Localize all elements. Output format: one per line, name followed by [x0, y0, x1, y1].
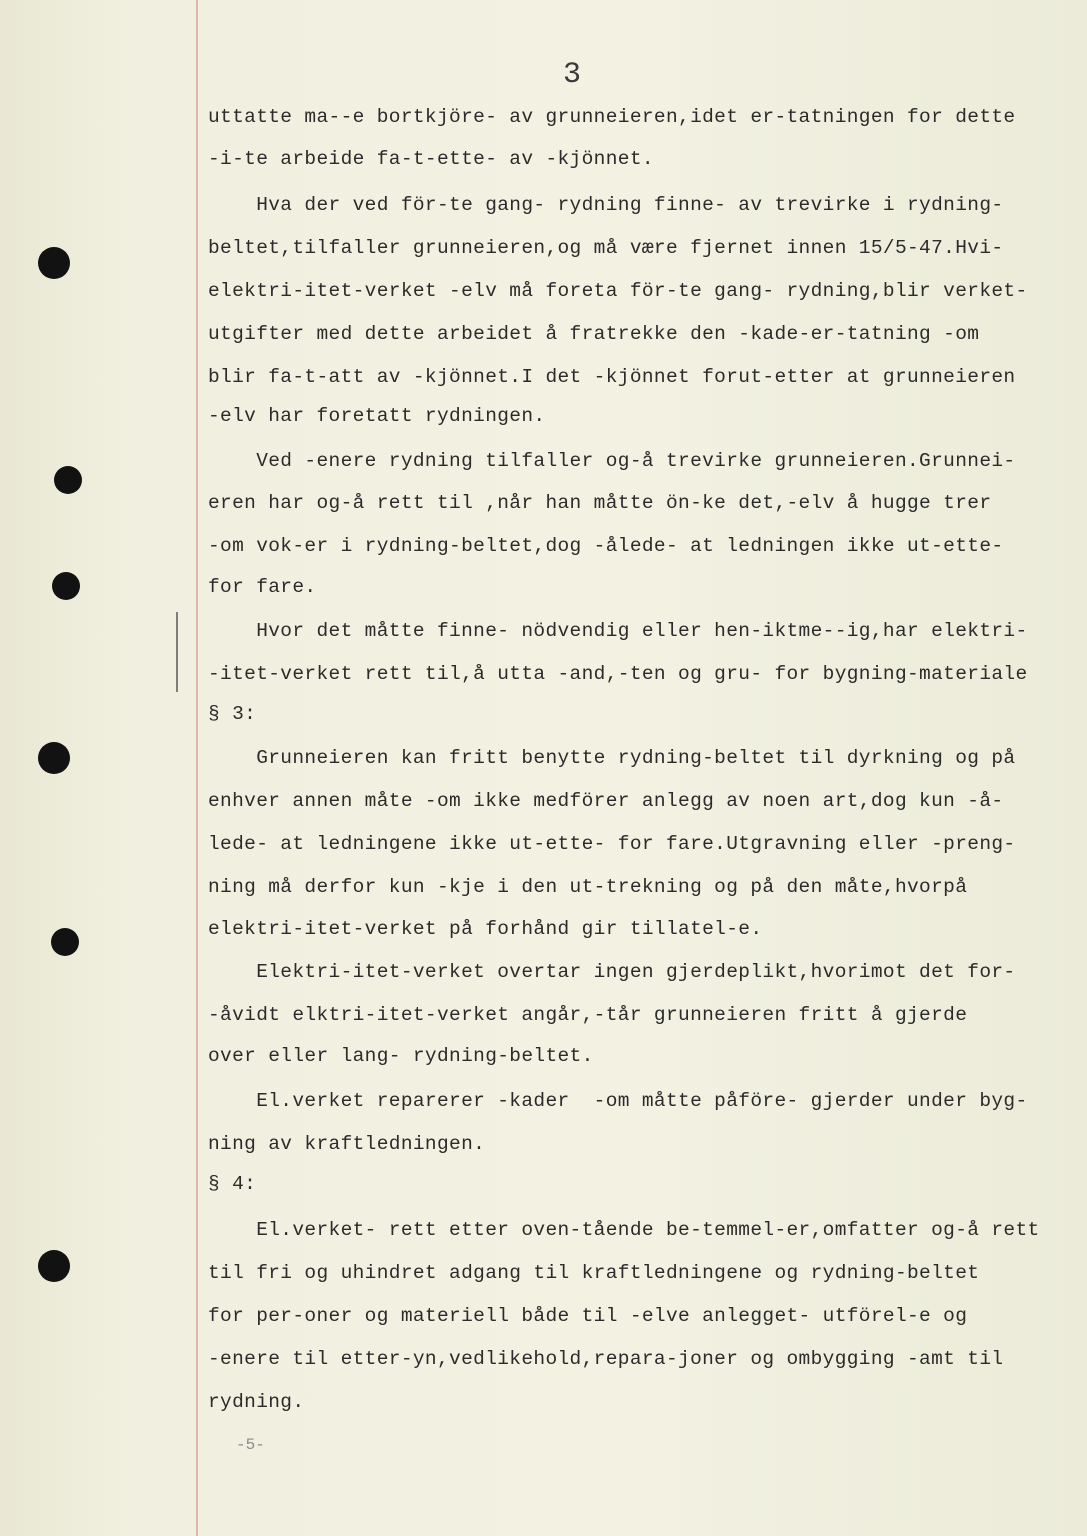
text-line: elektri-itet-verket på forhånd gir tillatel-e.: [208, 918, 763, 940]
text-line: ning av kraftledningen.: [208, 1133, 486, 1155]
text-line: -åvidt elktri-itet-verket angår,-tår grunneieren fritt å gjerde: [208, 1004, 968, 1026]
text-line: for per-oner og materiell både til -elve anlegget- utförel-e og: [208, 1305, 968, 1327]
punch-hole: [38, 742, 70, 774]
punch-hole: [52, 572, 80, 600]
bottom-pencil-mark: -5-: [236, 1436, 265, 1454]
text-line: ning må derfor kun -kje i den ut-trekning og på den måte,hvorpå: [208, 876, 968, 898]
text-line: lede- at ledningene ikke ut-ette- for fare.Utgravning eller -preng-: [208, 833, 1016, 855]
text-line: eren har og-å rett til ,når han måtte ön-ke det,-elv å hugge trer: [208, 492, 992, 514]
text-line: Grunneieren kan fritt benytte rydning-beltet til dyrkning og på: [208, 747, 1016, 769]
text-line: utgifter med dette arbeidet å fratrekke den -kade-er-tatning -om: [208, 323, 980, 345]
red-margin-line: [196, 0, 198, 1536]
text-line: Ved -enere rydning tilfaller og-å trevirke grunneieren.Grunnei-: [208, 450, 1016, 472]
text-line: rydning.: [208, 1391, 305, 1413]
text-line: for fare.: [208, 576, 317, 598]
text-line: elektri-itet-verket -elv må foreta för-te gang- rydning,blir verket-: [208, 280, 1028, 302]
text-line: -enere til etter-yn,vedlikehold,repara-joner og ombygging -amt til: [208, 1348, 1004, 1370]
section-heading: § 3:: [208, 703, 257, 725]
text-line: El.verket- rett etter oven-tående be-temmel-er,omfatter og-å rett: [208, 1219, 1040, 1241]
punch-hole: [38, 1250, 70, 1282]
text-line: Elektri-itet-verket overtar ingen gjerdeplikt,hvorimot det for-: [208, 961, 1016, 983]
text-line: blir fa-t-att av -kjönnet.I det -kjönnet forut-etter at grunneieren: [208, 366, 1016, 388]
text-line: enhver annen måte -om ikke medförer anlegg av noen art,dog kun -å-: [208, 790, 1004, 812]
margin-pencil-mark: [176, 612, 178, 692]
text-line: El.verket reparerer -kader -om måtte påföre- gjerder under byg-: [208, 1090, 1028, 1112]
text-line: beltet,tilfaller grunneieren,og må være fjernet innen 15/5-47.Hvi-: [208, 237, 1004, 259]
punch-hole: [54, 466, 82, 494]
page-number: 3: [563, 58, 582, 92]
text-line: -om vok-er i rydning-beltet,dog -ålede- at ledningen ikke ut-ette-: [208, 535, 1004, 557]
punch-hole: [38, 247, 70, 279]
text-line: -elv har foretatt rydningen.: [208, 405, 546, 427]
text-line: -itet-verket rett til,å utta -and,-ten og gru- for bygning-materiale: [208, 663, 1028, 685]
section-heading: § 4:: [208, 1173, 257, 1195]
text-line: Hva der ved för-te gang- rydning finne- av trevirke i rydning-: [208, 194, 1004, 216]
text-line: Hvor det måtte finne- nödvendig eller hen-iktme--ig,har elektri-: [208, 620, 1028, 642]
text-line: over eller lang- rydning-beltet.: [208, 1045, 594, 1067]
punch-hole: [51, 928, 79, 956]
text-line: til fri og uhindret adgang til kraftledningene og rydning-beltet: [208, 1262, 980, 1284]
text-line: uttatte ma--e bortkjöre- av grunneieren,idet er-tatningen for dette: [208, 106, 1016, 128]
text-line: -i-te arbeide fa-t-ette- av -kjönnet.: [208, 148, 654, 170]
